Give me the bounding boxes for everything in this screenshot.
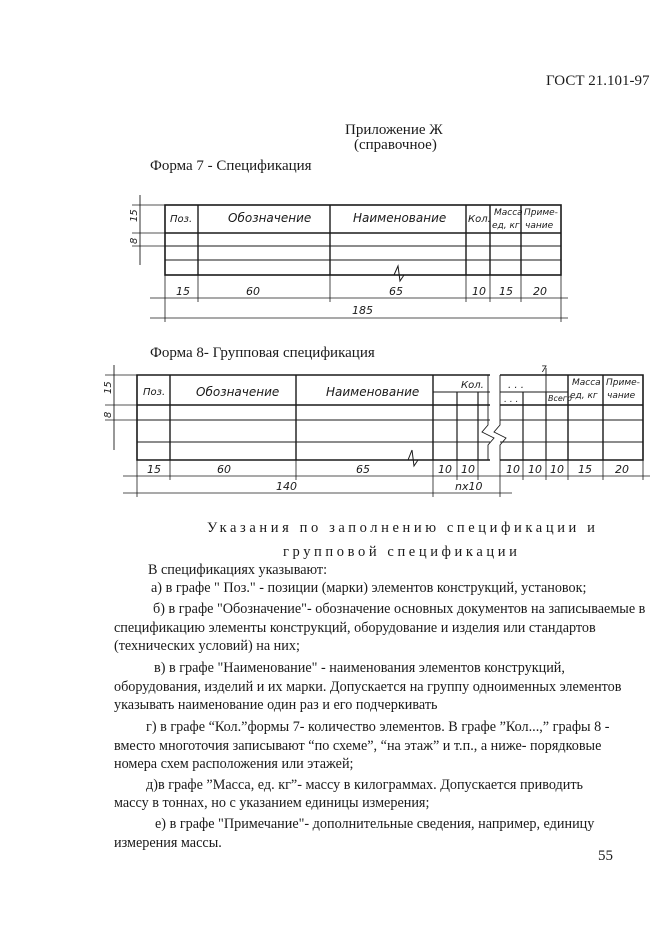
form7-col-qty: Кол.: [468, 214, 491, 225]
form8-caption: Форма 8- Групповая спецификация: [150, 345, 375, 361]
form8-table-drawing: [0, 360, 661, 505]
form8-col-mass-unit: ед, кг: [570, 391, 598, 401]
form8-dim-qty-3: 10: [506, 463, 520, 476]
form8-dim-note: 20: [615, 463, 629, 476]
form8-sub-dots: . . .: [504, 395, 519, 405]
form8-col-dots: . . .: [508, 380, 524, 391]
form8-dim-mass: 15: [578, 463, 592, 476]
form7-dim-total: 185: [352, 304, 373, 317]
form7-dim-mass: 15: [499, 285, 513, 298]
form8-col-mass: Масса: [572, 378, 601, 388]
form8-dim-qty-1: 10: [438, 463, 452, 476]
form7-caption: Форма 7 - Спецификация: [150, 158, 312, 174]
instruction-line: номера схем расположения или этажей;: [114, 756, 354, 772]
form7-dim-name: 65: [389, 285, 403, 298]
instructions-heading-line1: Указания по заполнению спецификации и: [207, 520, 599, 536]
form8-row-height-row: 8: [103, 411, 114, 418]
instruction-line: (технических условий) на них;: [114, 638, 300, 654]
form8-dim-name: 65: [356, 463, 370, 476]
form8-dim-qty-5: 10: [550, 463, 564, 476]
appendix-subtitle: (справочное): [354, 137, 437, 153]
instructions-heading-line2: групповой спецификации: [283, 544, 521, 560]
form7-dim-designation: 60: [246, 285, 260, 298]
form7-table-drawing: [0, 180, 661, 330]
form8-col-pos: Поз.: [143, 387, 166, 398]
form8-dim-pos: 15: [147, 463, 161, 476]
form7-col-note: Приме-: [524, 208, 558, 218]
form7-row-height-header: 15: [129, 209, 140, 222]
instruction-line: оборудования, изделий и их марки. Допускается на группу одноименных элементов: [114, 679, 622, 695]
instructions-intro: В спецификациях указывают:: [148, 562, 328, 578]
form8-dim-qty-4: 10: [528, 463, 542, 476]
form8-dim-total: 140: [276, 480, 297, 493]
form8-dim-nx: nx10: [455, 480, 483, 493]
instruction-line: спецификацию элементы конструкций, оборудование и изделия или стандартов: [114, 620, 596, 636]
form8-row-height-header: 15: [103, 381, 114, 394]
form7-col-pos: Поз.: [170, 214, 193, 225]
standard-code: ГОСТ 21.101-97: [546, 73, 650, 89]
instruction-line: а) в графе " Поз." - позиции (марки) элементов конструкций, установок;: [151, 580, 587, 596]
instruction-line: б) в графе "Обозначение"- обозначение основных документов на записываемые в: [153, 601, 646, 617]
form7-dim-note: 20: [533, 285, 547, 298]
instruction-line: массу в тоннах, но с указанием единицы измерения;: [114, 795, 430, 811]
form7-col-mass: Масса: [494, 208, 523, 218]
form7-col-designation: Обозначение: [228, 211, 312, 225]
instruction-line: в) в графе "Наименование" - наименования элементов конструкций,: [154, 660, 565, 676]
form8-col-designation: Обозначение: [196, 385, 280, 399]
form8-col-name: Наименование: [326, 385, 420, 399]
form8-dim-designation: 60: [217, 463, 231, 476]
instruction-line: измерения массы.: [114, 835, 222, 851]
form8-sub-number: 7: [541, 365, 547, 375]
form7-col-mass-unit: ед, кг: [492, 221, 520, 231]
form8-col-qty: Кол.: [461, 380, 484, 391]
appendix-title: Приложение Ж: [345, 122, 443, 138]
form8-dim-qty-2: 10: [461, 463, 475, 476]
instruction-line: указывать наименование один раз и его подчеркивать: [114, 697, 438, 713]
form7-dim-qty: 10: [472, 285, 486, 298]
form7-col-note-2: чание: [525, 221, 554, 231]
page-number: 55: [598, 848, 613, 864]
form8-col-note: Приме-: [606, 378, 640, 388]
instruction-line: г) в графе “Кол.”формы 7- количество элементов. В графе ”Кол...,” графы 8 -: [146, 719, 610, 735]
form8-col-note-2: чание: [607, 391, 636, 401]
instruction-line: вместо многоточия записывают “по схеме”, “на этаж” и т.п., а ниже- порядковые: [114, 738, 602, 754]
form7-col-name: Наименование: [353, 211, 447, 225]
form8-col-total: Всего: [548, 394, 572, 403]
form7-dim-pos: 15: [176, 285, 190, 298]
instruction-line: д)в графе ”Масса, ед. кг”- массу в килограммах. Допускается приводить: [146, 777, 584, 793]
instruction-line: е) в графе "Примечание"- дополнительные сведения, например, единицу: [155, 816, 595, 832]
form7-row-height-row: 8: [129, 237, 140, 244]
